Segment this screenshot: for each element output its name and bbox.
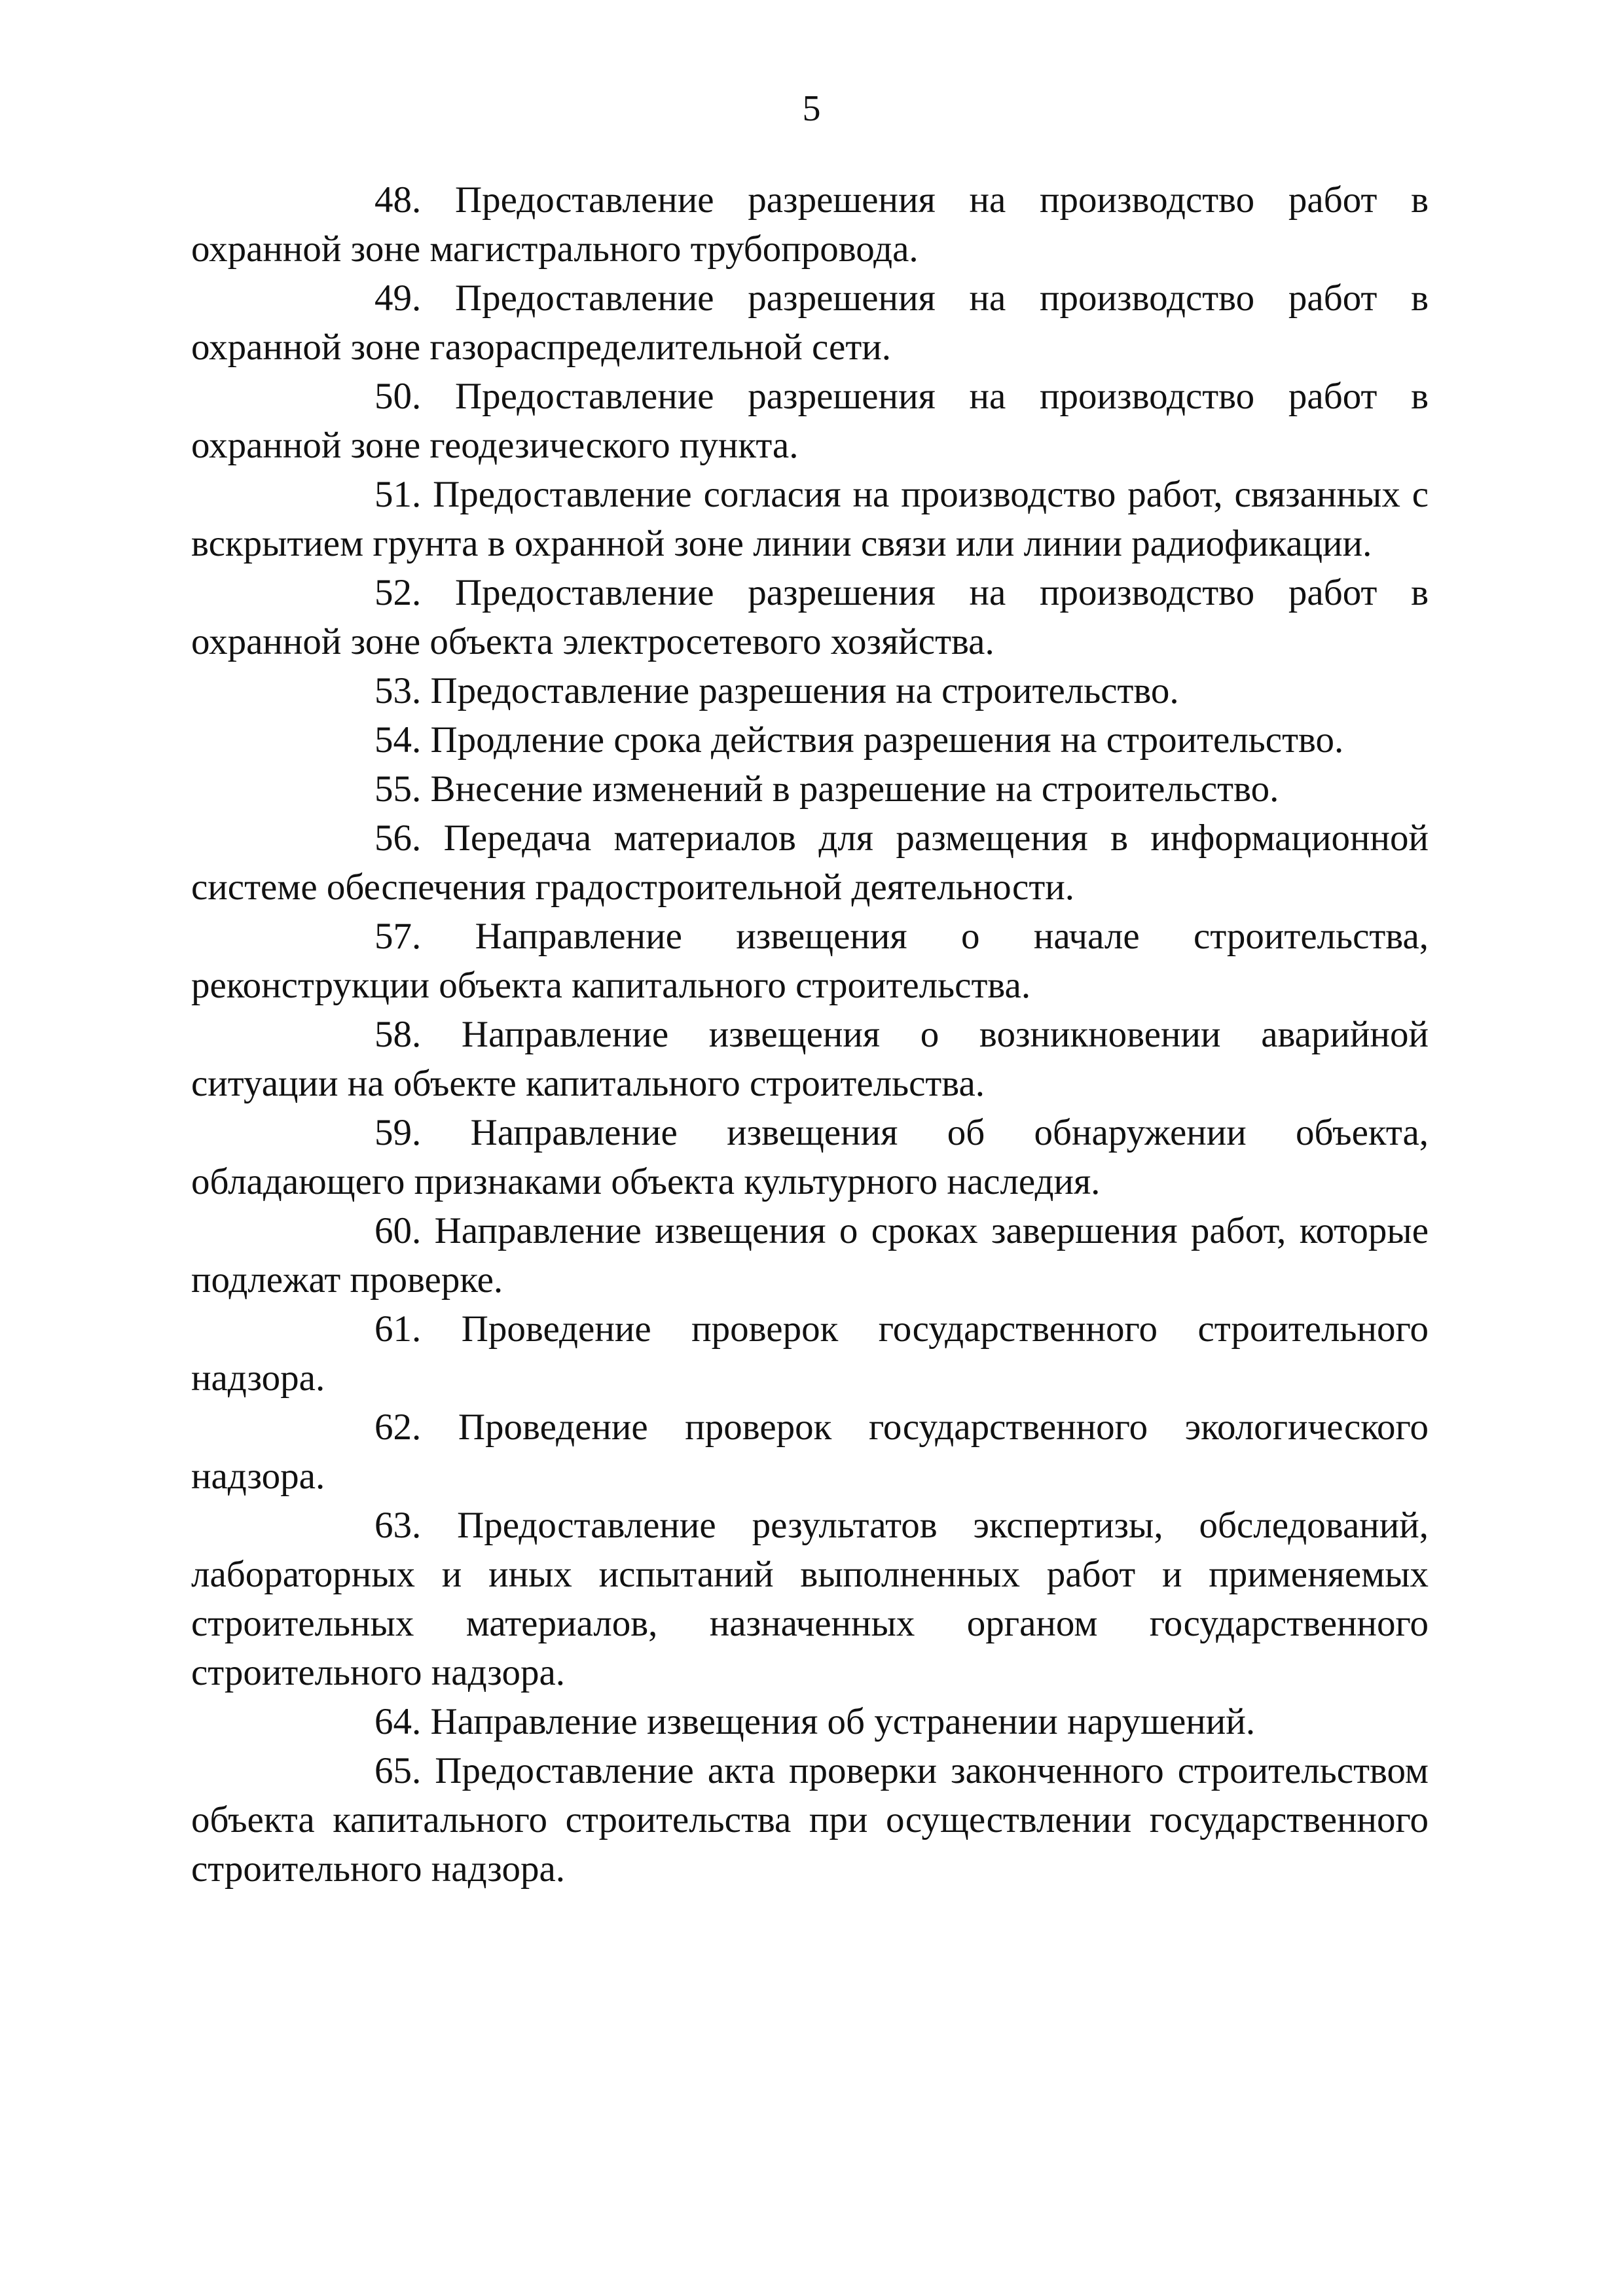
item-text: Передача материалов для размещения в информационной системе обеспечения градостроительной деятельности. [191,817,1429,908]
item-number: 55. [374,768,422,810]
item-text: Проведение проверок государственного строительного надзора. [191,1308,1429,1399]
page-number: 5 [802,88,821,129]
item-number: 51. [374,474,422,515]
item-number: 65. [374,1750,422,1791]
item-text: Направление извещения об обнаружении объекта, обладающего признаками объекта культурного наследия. [191,1112,1429,1202]
item-text: Направление извещения о возникновении аварийной ситуации на объекте капитального строительства. [191,1014,1429,1104]
item-text: Проведение проверок государственного экологического надзора. [191,1407,1429,1497]
list-item [191,814,1429,912]
item-text: Предоставление разрешения на производство работ в охранной зоне магистрального трубопровода. [191,179,1429,270]
list-item [191,1501,1429,1697]
item-number: 60. [374,1210,422,1251]
list-item [191,470,1429,568]
item-number: 54. [374,719,422,761]
item-text: Предоставление разрешения на строительство. [430,670,1179,711]
item-text: Продление срока действия разрешения на строительство. [430,719,1344,761]
list-item [191,715,1429,764]
item-number: 58. [374,1014,422,1055]
list-item [191,1206,1429,1304]
item-text: Предоставление разрешения на производство работ в охранной зоне газораспределительной сети. [191,278,1429,368]
list-item [191,1108,1429,1206]
list-item [191,666,1429,715]
item-number: 56. [374,817,422,859]
services-list [191,175,1429,1893]
item-number: 59. [374,1112,422,1153]
item-number: 52. [374,572,422,613]
list-item [191,912,1429,1010]
item-number: 50. [374,376,422,417]
item-text: Предоставление результатов экспертизы, обследований, лабораторных и иных испытаний выполненных работ и применяемых строительных материалов, назначенных органом государственного строительного надзора. [191,1505,1429,1693]
item-text: Внесение изменений в разрешение на строительство. [430,768,1279,810]
item-number: 49. [374,278,422,319]
list-item [191,1697,1429,1746]
list-item [191,175,1429,274]
list-item [191,1403,1429,1501]
item-number: 57. [374,916,422,957]
list-item [191,568,1429,666]
item-text: Направление извещения об устранении нарушений. [430,1701,1256,1742]
item-number: 64. [374,1701,422,1742]
list-item [191,1010,1429,1108]
list-item [191,372,1429,470]
item-text: Предоставление разрешения на производство работ в охранной зоне объекта электросетевого хозяйства. [191,572,1429,662]
item-text: Направление извещения о начале строительства, реконструкции объекта капитального строительства. [191,916,1429,1006]
list-item [191,274,1429,372]
item-text: Направление извещения о сроках завершения работ, которые подлежат проверке. [191,1210,1429,1300]
item-number: 62. [374,1407,422,1448]
item-text: Предоставление согласия на производство работ, связанных с вскрытием грунта в охранной зоне линии связи или линии радиофикации. [191,474,1429,564]
list-item [191,764,1429,814]
item-text: Предоставление акта проверки законченного строительством объекта капитального строительства при осуществлении государственного строительного надзора. [191,1750,1429,1890]
item-number: 63. [374,1505,422,1546]
item-number: 48. [374,179,422,221]
item-number: 61. [374,1308,422,1350]
item-text: Предоставление разрешения на производство работ в охранной зоне геодезического пункта. [191,376,1429,466]
item-number: 53. [374,670,422,711]
list-item [191,1746,1429,1893]
list-item [191,1304,1429,1403]
